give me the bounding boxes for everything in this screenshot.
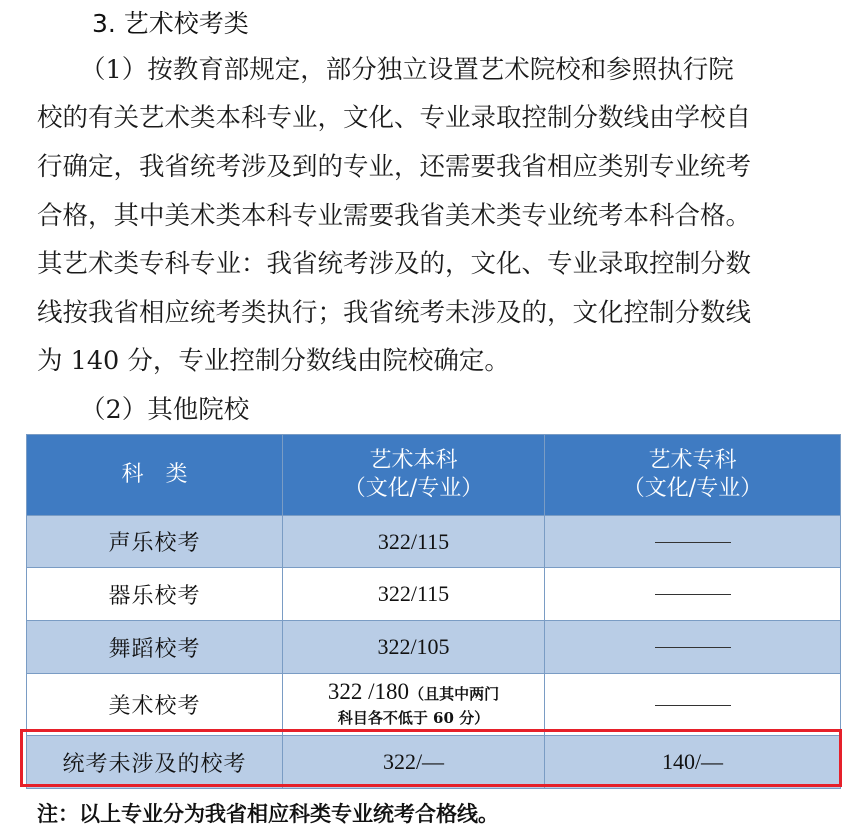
empty-dash (655, 647, 731, 648)
empty-dash (655, 705, 731, 706)
table-header-row (27, 435, 841, 516)
row-junior-score: 140/— (545, 736, 841, 789)
row-bachelor-score: 322/115 (283, 516, 545, 568)
paragraph-line: 行确定，我省统考涉及到的专业，还需要我省相应类别专业统考 (37, 152, 752, 182)
row-junior-score (545, 674, 841, 736)
paragraph-line: （1）按教育部规定，部分独立设置艺术院校和参照执行院 (80, 55, 734, 85)
empty-dash (655, 542, 731, 543)
header-art-bachelor: 艺术本科 （文化/专业） (283, 435, 545, 516)
paragraph-line: 为 140 分，专业控制分数线由院校确定。 (37, 346, 510, 376)
footnote: 注：以上专业分为我省相应科类专业统考合格线。 (37, 802, 499, 826)
row-bachelor-score: 322/115 (283, 568, 545, 621)
paragraph-line: 合格，其中美术类本科专业需要我省美术类专业统考本科合格。 (37, 201, 752, 231)
empty-dash (655, 594, 731, 595)
section-heading: 3. 艺术校考类 (92, 9, 249, 38)
row-bachelor-score: 322/105 (283, 621, 545, 674)
table-row (27, 621, 841, 674)
score-table (26, 434, 841, 789)
row-category: 美术校考 (27, 674, 283, 736)
row-junior-score (545, 621, 841, 674)
paragraph-line: 线按我省相应统考类执行；我省统考未涉及的，文化控制分数线 (37, 298, 752, 328)
paragraph-line: 校的有关艺术类本科专业，文化、专业录取控制分数线由学校自 (37, 103, 752, 133)
row-category: 舞蹈校考 (27, 621, 283, 674)
row-bachelor-score: 322 /180（且其中两门 科目各不低于 60 分） (283, 674, 545, 736)
row-bachelor-score: 322/— (283, 736, 545, 789)
header-category: 科 类 (27, 435, 283, 516)
row-junior-score (545, 516, 841, 568)
table-row (27, 674, 841, 736)
row-category: 统考未涉及的校考 (27, 736, 283, 789)
row-category: 声乐校考 (27, 516, 283, 568)
row-category: 器乐校考 (27, 568, 283, 621)
paragraph-line: 其艺术类专科专业：我省统考涉及的，文化、专业录取控制分数 (37, 249, 752, 279)
table-row (27, 516, 841, 568)
subsection-label: （2）其他院校 (80, 395, 250, 425)
table-row-highlighted (27, 736, 841, 789)
row-junior-score (545, 568, 841, 621)
header-art-junior: 艺术专科 （文化/专业） (545, 435, 841, 516)
table-row (27, 568, 841, 621)
